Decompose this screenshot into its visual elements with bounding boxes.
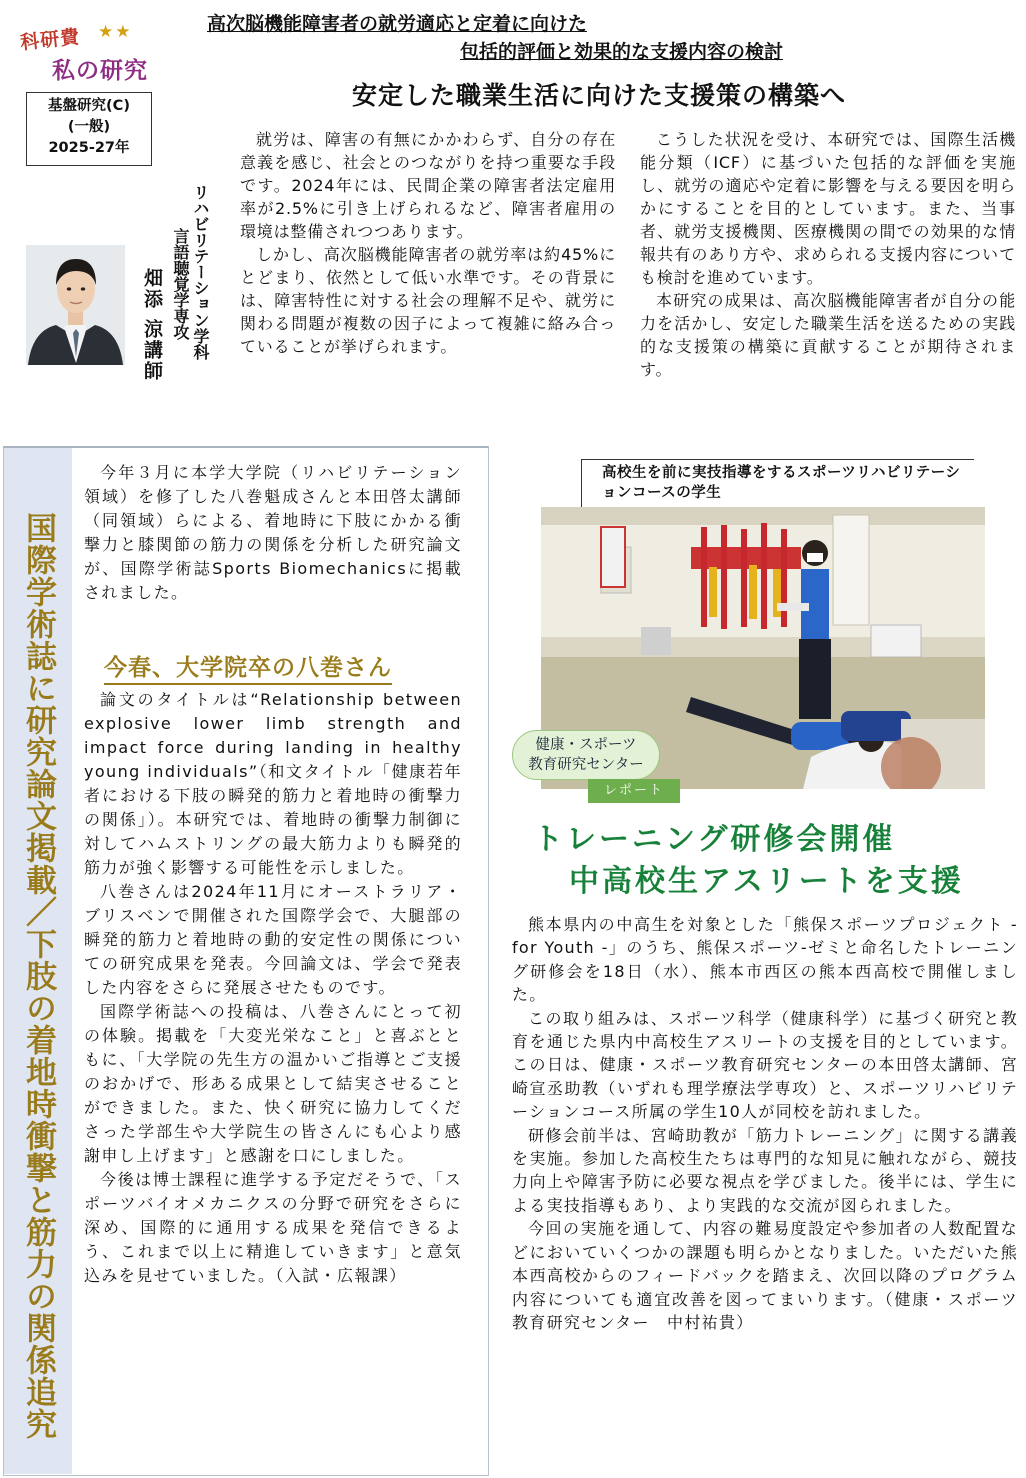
center-name-line1: 健康・スポーツ xyxy=(535,737,637,753)
left-paragraph: 今後は博士課程に進学する予定だそうで、「スポーツバイオメカニクスの分野で研究をさらに深め、国際的に通用する成果を発信できるよう、これまで以上に精進していきます」と意気込みを見せていました。（入試・広報課） xyxy=(84,1170,462,1285)
grant-type: 基盤研究(C) xyxy=(48,98,130,114)
grant-period: 2025-27年 xyxy=(48,140,130,156)
research-title-line1: 高次脳機能障害者の就労適応と定着に向けた xyxy=(207,13,588,35)
star-icons: ★★ xyxy=(98,22,133,42)
top-paragraph: 本研究の成果は、高次脳機能障害者が自分の能力を活かし、安定した職業生活を送るための実践的な支援策の構築に貢献することが期待されます。 xyxy=(640,291,1016,379)
left-paragraph: 論文のタイトルは“Relationship between explosive lower limb strength and impact force during landing in healthy young individuals”（和文タイトル「健康若年者における下肢の瞬発的筋力と着地時の衝撃力の関係」）。本研究では、着地時の衝撃力制御に対してハムストリングの最大筋力よりも瞬発的筋力が強く影響する可能性を示しました。 xyxy=(84,690,462,877)
left-article-subheading: 今春、大学院卒の八巻さん xyxy=(104,649,392,685)
left-paragraph: 国際学術誌への投稿は、八巻さんにとって初の体験。掲載を「大変光栄なこと」と喜ぶとともに、「大学院の先生方の温かいご指導とご支援のおかげで、形ある成果として結実させることができました。また、快く研究に協力してくださった学部生や大学院生の皆さんにも心より感謝申し上げます」と感謝を口にしました。 xyxy=(84,1002,462,1165)
author-portrait xyxy=(26,245,125,365)
left-intro-paragraph: 今年３月に本学大学院（リハビリテーション領域）を修了した八巻魁成さんと本田啓太講師（同領域）らによる、着地時に下肢にかかる衝撃力と膝関節の筋力の関係を分析した研究論文が、国際学術誌Sports Biomechanicsに掲載されました。 xyxy=(84,463,462,602)
left-article-body xyxy=(84,688,462,1288)
left-article-intro xyxy=(84,461,462,605)
person-portrait-icon xyxy=(26,245,125,365)
my-research-logo: 私の研究 xyxy=(52,58,148,84)
grant-info-box xyxy=(26,92,152,166)
left-paragraph: 八巻さんは2024年11月にオーストラリア・ブリスベンで開催された国際学会で、大腿部の瞬発的筋力と着地時の動的安定性の関係についての研究成果を発表。今回論文は、学会で発表した内容をさらに発展させたものです。 xyxy=(84,882,462,997)
center-name-badge xyxy=(512,730,660,780)
center-name-line2: 教育研究センター xyxy=(528,757,644,773)
top-paragraph: 就労は、障害の有無にかかわらず、自分の存在意義を感じ、社会とのつながりを持つ重要な手段です。2024年には、民間企業の障害者法定雇用率が2.5%に引き上げられるなど、障害者雇用の環境は整備されつつあります。 xyxy=(240,130,616,241)
left-article-vertical-title: 国際学術誌に研究論文掲載／下肢の着地時衝撃と筋力の関係追究 xyxy=(20,512,56,1440)
author-name: 畑添 涼講師 xyxy=(141,268,163,382)
top-article-column-2 xyxy=(640,128,1016,381)
top-paragraph: しかし、高次脳機能障害者の就労率は約45%にとどまり、依然として低い水準です。その背景には、障害特性に対する社会の理解不足や、就労に関わる問題が複数の因子によって複雑に絡み合っていることが挙げられます。 xyxy=(240,245,616,356)
research-headline: 安定した職業生活に向けた支援策の構築へ xyxy=(352,81,847,110)
report-label: レポート xyxy=(588,779,680,803)
kakenhi-logo-label: 科研費 xyxy=(19,25,82,55)
right-article-title-line2: 中高校生アスリートを支援 xyxy=(569,864,964,899)
photo-caption: 高校生を前に実技指導をするスポーツリハビリテーションコースの学生 xyxy=(581,459,974,507)
right-article-body xyxy=(512,913,1018,1334)
author-department: リハビリテーション学科 xyxy=(191,184,210,360)
top-paragraph: こうした状況を受け、本研究では、国際生活機能分類（ICF）に基づいた包括的な評価を実施し、就労の適応や定着に影響を与える要因を明らかにすることを目的としています。また、当事者、就労支援機関、医療機関の間での効果的な情報共有のあり方や、求められる支援内容についても検討を進めています。 xyxy=(640,130,1016,287)
grant-category: (一般) xyxy=(67,119,111,135)
right-paragraph: 今回の実施を通して、内容の難易度設定や参加者の人数配置などにおいていくつかの課題も明らかとなりました。いただいた熊本西高校からのフィードバックを踏まえ、次回以降のプログラム内容についても適宜改善を図ってまいります。（健康・スポーツ教育研究センター 中村祐貴） xyxy=(512,1219,1018,1332)
right-paragraph: 熊本県内の中高生を対象とした「熊保スポーツプロジェクト - for Youth -」のうち、熊保スポーツ-ゼミと命名したトレーニング研修会を18日（水）、熊本市西区の熊本西高校で開催しました。 xyxy=(512,915,1018,1005)
right-paragraph: この取り組みは、スポーツ科学（健康科学）に基づく研究と教育を通じた県内中高校生アスリートの支援を目的としています。この日は、健康・スポーツ教育研究センターの本田啓太講師、宮崎宣丞助教（いずれも理学療法学専攻）と、スポーツリハビリテーションコース所属の学生10人が同校を訪れました。 xyxy=(512,1008,1018,1122)
research-title-line2: 包括的評価と効果的な支援内容の検討 xyxy=(460,41,784,63)
right-paragraph: 研修会前半は、宮崎助教が「筋力トレーニング」に関する講義を実施。参加した高校生たちは専門的な知見に触れながら、競技力向上や障害予防に必要な視点を学びました。後半には、学生による実技指導もあり、より実践的な交流が図られました。 xyxy=(512,1125,1018,1215)
author-major: 言語聴覚学専攻 xyxy=(171,228,190,340)
top-article-column-1 xyxy=(240,128,616,358)
right-article-title-line1: トレーニング研修会開催 xyxy=(533,822,896,857)
